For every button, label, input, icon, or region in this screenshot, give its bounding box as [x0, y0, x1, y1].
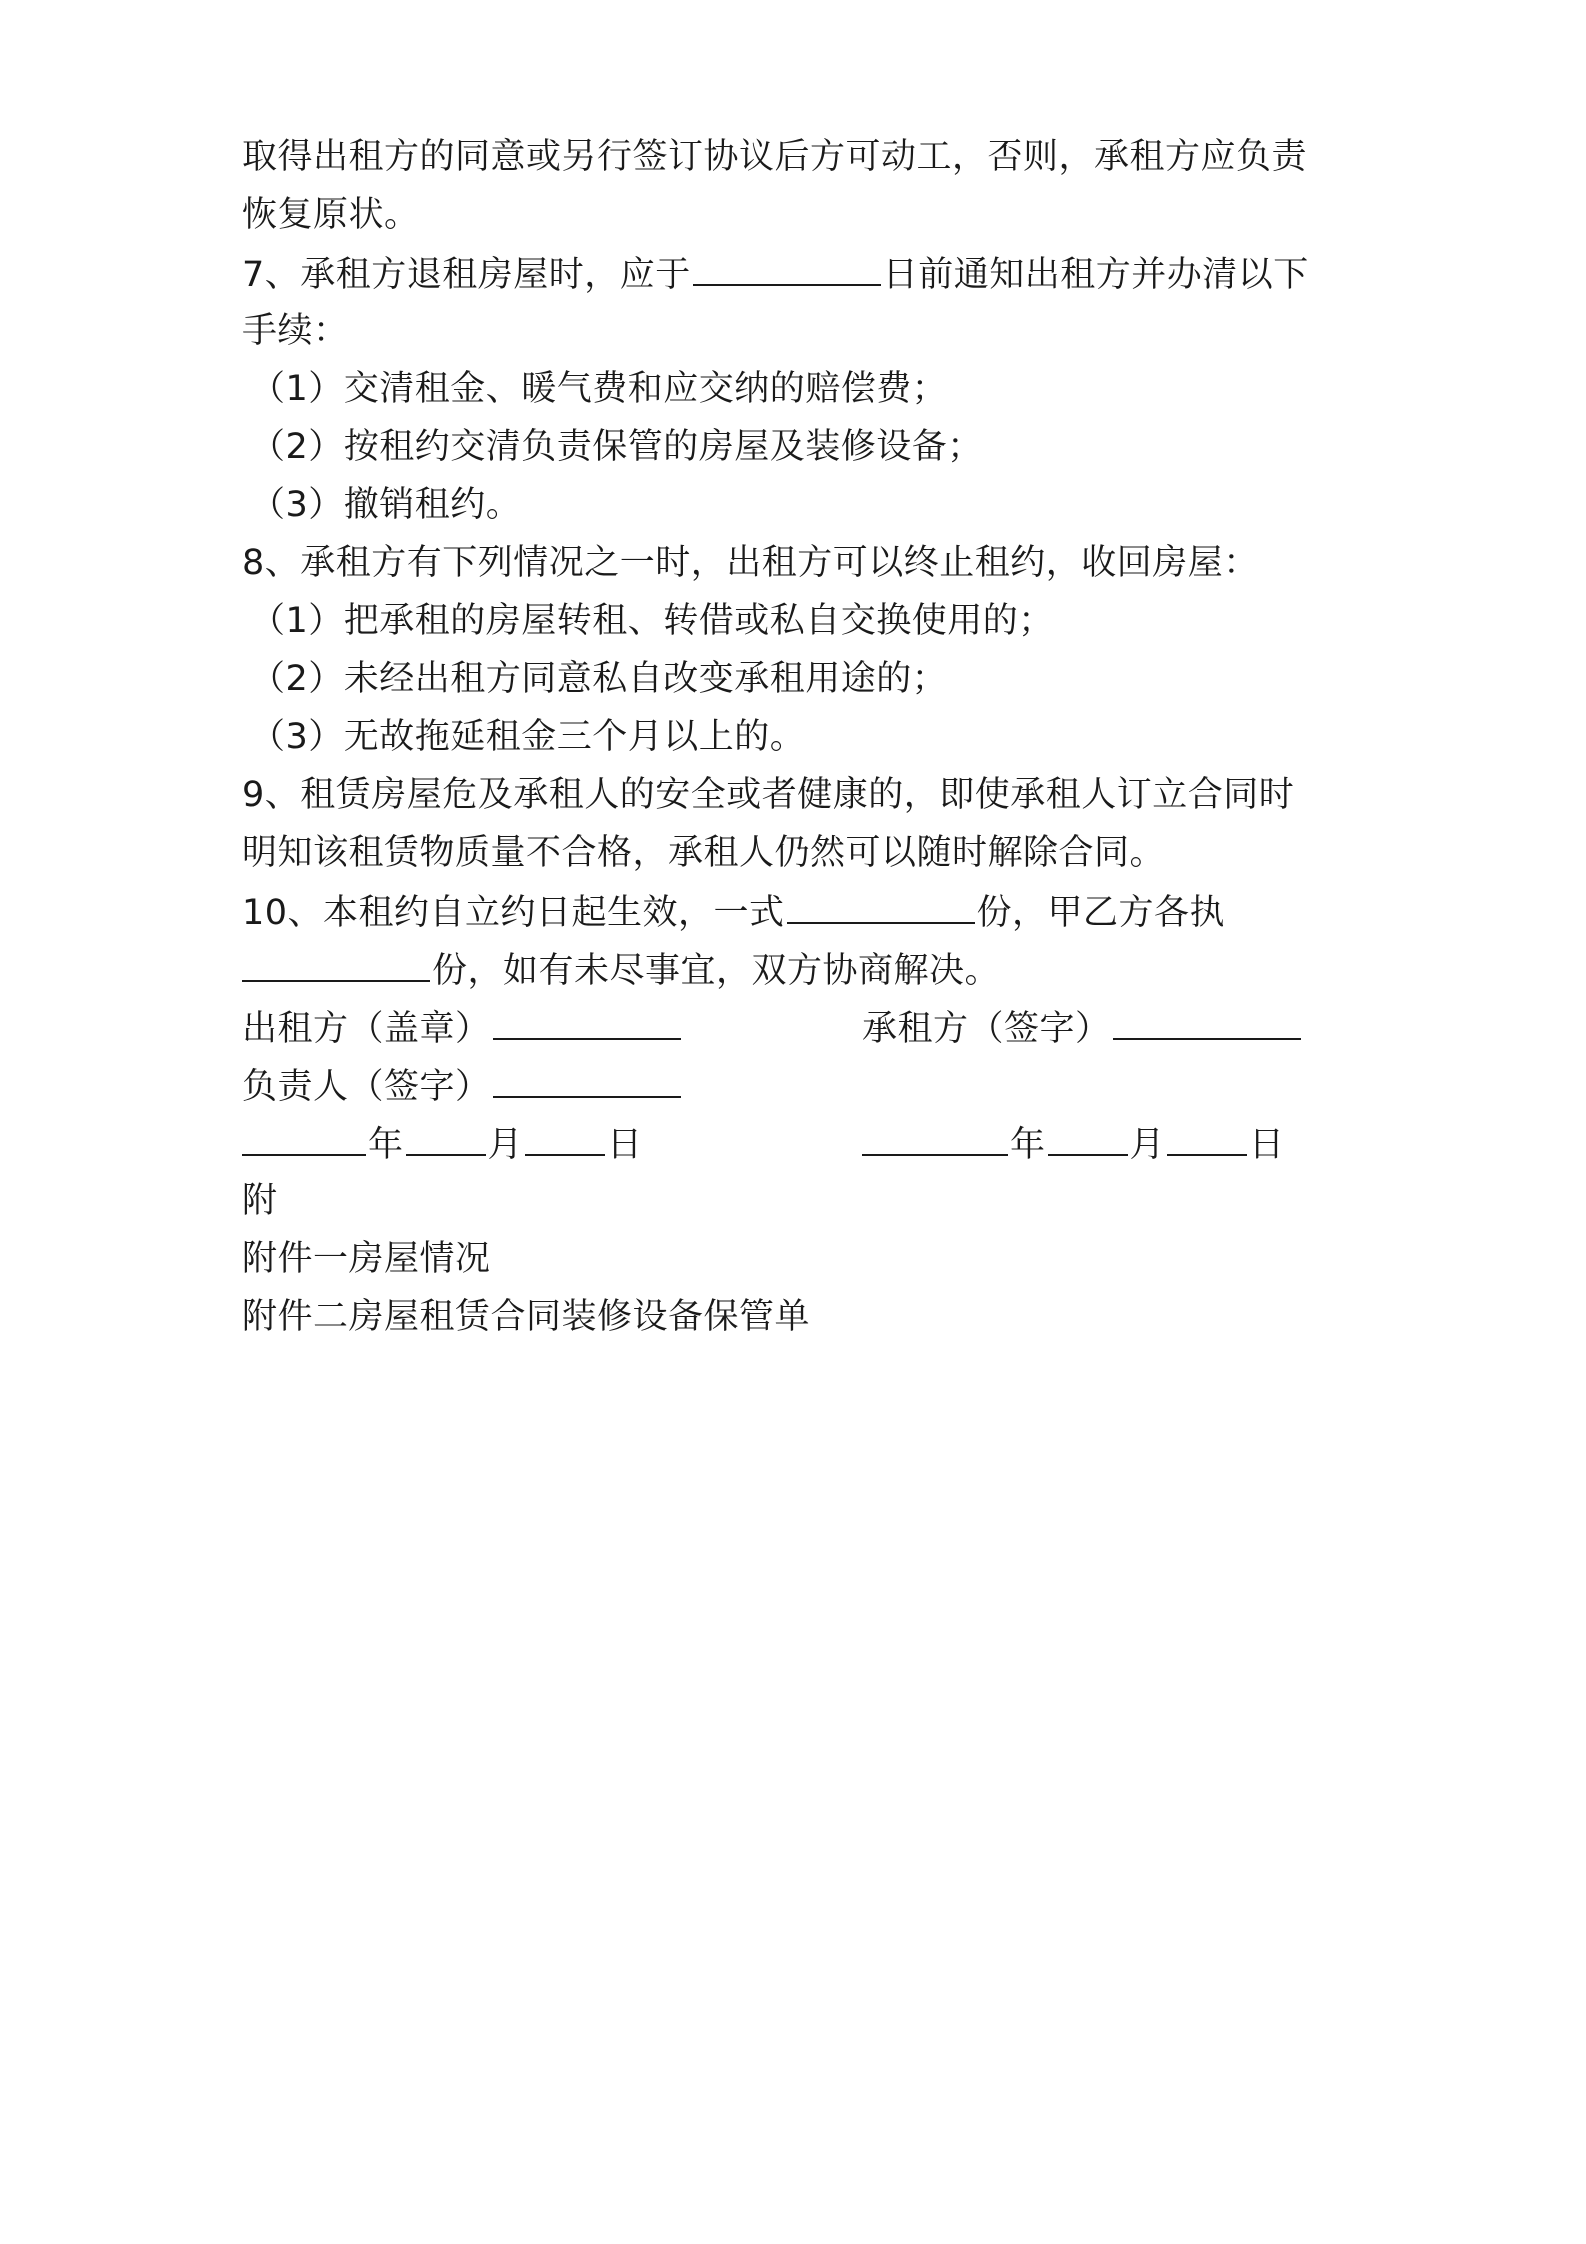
year-blank	[242, 1118, 366, 1156]
clause-7-line	[242, 248, 1309, 300]
text: 份，甲乙方各执	[976, 893, 1226, 933]
day-label: 日	[1249, 1125, 1285, 1165]
month-label: 月	[487, 1125, 524, 1165]
text: （3）无故拖延租金三个月以上的。	[250, 717, 806, 757]
text: （2）未经出租方同意私自改变承租用途的；	[250, 659, 948, 699]
list-item	[250, 364, 947, 414]
text: （2）按租约交清负责保管的房屋及装修设备；	[250, 427, 983, 467]
attachment-item	[242, 1292, 810, 1342]
text: （1）交清租金、暖气费和应交纳的赔偿费；	[250, 369, 948, 409]
text: 7、承租方退租房屋时，应于	[242, 255, 691, 295]
day-blank	[525, 1118, 605, 1156]
paragraph-line	[242, 190, 420, 240]
text: 9、租赁房屋危及承租人的安全或者健康的，即使承租人订立合同时	[242, 775, 1295, 815]
year-label: 年	[368, 1125, 404, 1165]
text: 日前通知出租方并办清以下	[882, 255, 1309, 295]
attachment-item	[242, 1234, 491, 1284]
paragraph-line	[242, 944, 1000, 996]
day-blank	[1167, 1118, 1247, 1156]
responsible-label: 负责人（签字）	[242, 1067, 491, 1107]
lessor-date	[242, 1118, 643, 1170]
paragraph-line	[242, 828, 1165, 878]
list-item	[250, 654, 947, 704]
fill-blank-days	[693, 248, 881, 286]
fill-blank-copies	[787, 886, 975, 924]
text: 10、本租约自立约日起生效，一式	[242, 893, 785, 933]
lessor-label: 出租方（盖章）	[242, 1009, 491, 1049]
list-item	[250, 480, 521, 530]
lessee-signature	[862, 1002, 1303, 1054]
month-blank	[1048, 1118, 1128, 1156]
lessor-signature	[242, 1002, 683, 1054]
lessor-signature-blank	[493, 1002, 681, 1040]
text: （3）撤销租约。	[250, 485, 522, 525]
lessee-signature-blank	[1113, 1002, 1301, 1040]
day-label: 日	[607, 1125, 643, 1165]
paragraph-line	[242, 132, 1307, 182]
text: 份，如有未尽事宜，双方协商解决。	[432, 951, 1001, 991]
text: 附件二房屋租赁合同装修设备保管单	[242, 1297, 811, 1337]
text: 附	[242, 1181, 278, 1221]
clause-10-line	[242, 886, 1225, 938]
clause-8-line	[242, 538, 1259, 588]
list-item	[250, 422, 983, 472]
month-label: 月	[1129, 1125, 1166, 1165]
list-item	[250, 596, 1054, 646]
month-blank	[406, 1118, 486, 1156]
text: 8、承租方有下列情况之一时，出租方可以终止租约，收回房屋：	[242, 543, 1259, 583]
clause-9-line	[242, 770, 1294, 820]
attachments-title	[242, 1176, 278, 1226]
lessee-label: 承租方（签字）	[862, 1009, 1111, 1049]
text: 恢复原状。	[242, 195, 420, 235]
paragraph-line	[242, 306, 349, 356]
year-label: 年	[1010, 1125, 1046, 1165]
text: 附件一房屋情况	[242, 1239, 491, 1279]
text: 明知该租赁物质量不合格，承租人仍然可以随时解除合同。	[242, 833, 1166, 873]
list-item	[250, 712, 805, 762]
text: （1）把承租的房屋转租、转借或私自交换使用的；	[250, 601, 1054, 641]
text: 取得出租方的同意或另行签订协议后方可动工，否则，承租方应负责	[242, 137, 1308, 177]
responsible-signature	[242, 1060, 683, 1112]
year-blank	[862, 1118, 1008, 1156]
lessee-date	[862, 1118, 1285, 1170]
text: 手续：	[242, 311, 349, 351]
responsible-signature-blank	[493, 1060, 681, 1098]
fill-blank-copies-each	[242, 944, 430, 982]
